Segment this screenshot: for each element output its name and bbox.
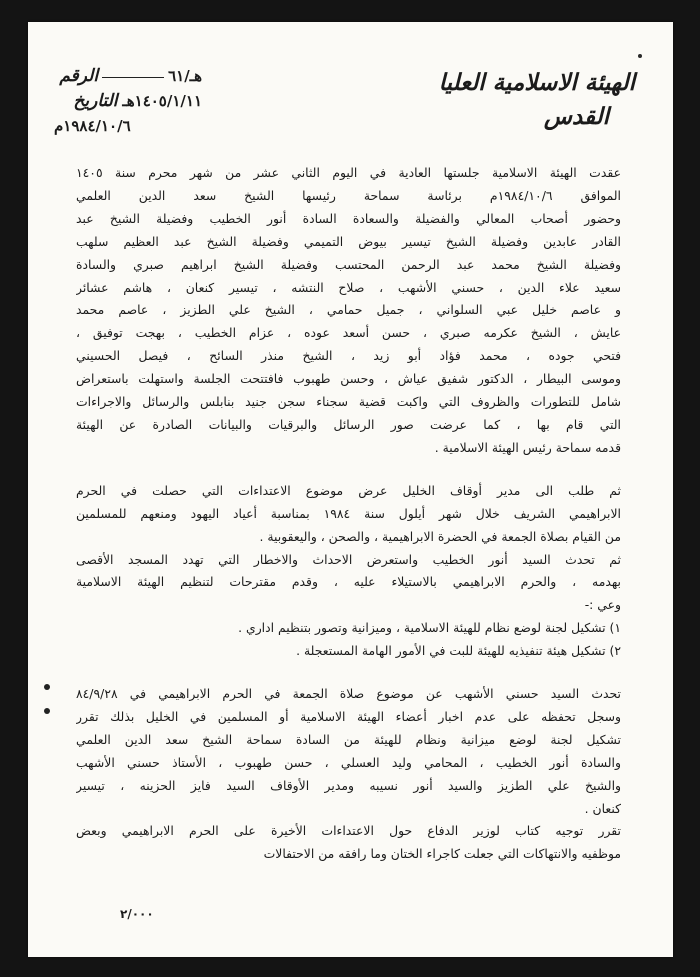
body-line: ثم طلب الى مدير أوقاف الخليل عرض موضوع الاعتداءات التي حصلت في الحرم: [76, 482, 621, 498]
body-line: قدمه سماحة رئيس الهيئة الاسلامية .: [434, 439, 621, 455]
body-line: تحدث السيد حسني الأشهب عن موضوع صلاة الجمعة في الحرم الابراهيمي في ٨٤/٩/٢٨: [76, 686, 621, 702]
letterhead-organization: [439, 66, 635, 134]
date-label: التاريخ: [73, 91, 118, 111]
date-line: [42, 89, 202, 114]
paragraph-gap: [76, 663, 621, 683]
body-line: تشكيل لجنة لوضع ميزانية ونظام للهيئة من السادة سماحة الشيخ سعد الدين العلمي: [76, 731, 621, 747]
body-line: وفضيلة الشيخ محمد عبد الرحمن المحتسب وفضيلة الشيخ ابراهيم صبري والسادة: [76, 256, 621, 272]
body-line: من القيام بصلاة الجمعة في الحضرة الابراهيمية ، والصحن ، واليعقوبية .: [259, 528, 621, 544]
reference-block: [42, 64, 202, 139]
body-line: وسجل تحفظه على عدم اخبار أعضاء الهيئة الاسلامية أو المسلمين في الخليل بذلك تقرر: [76, 708, 621, 724]
page-number: ٢/٠٠٠: [120, 907, 154, 921]
punch-mark: [638, 54, 642, 58]
list-item: ٢) تشكيل هيئة تنفيذيه للهيئة للبت في الأمور الهامة المستعجلة .: [296, 643, 621, 659]
reference-number: هـ/٦١: [168, 67, 202, 85]
body-line: التي قام بها ، كما عرضت صور الرسائل والبرقيات والبيانات الصادرة عن الهيئة: [76, 416, 621, 432]
minutes-body: [76, 162, 621, 866]
paragraph-gap: [76, 460, 621, 480]
list-bullet-mark: [44, 708, 50, 714]
body-line: و عاصم خليل عبي السلواني ، جميل حمامي ، الشيخ علي الطزيز ، عاصم محمد: [76, 302, 621, 318]
body-line: وموسى البيطار ، الدكتور شفيق عياش ، وحسن طهبوب فافتتحت الجلسة واستهلت باستعراض: [76, 371, 621, 387]
body-line: عقدت الهيئة الاسلامية جلستها العادية في اليوم الثاني عشر من شهر محرم سنة ١٤٠٥: [76, 165, 621, 180]
date-gregorian-line: [42, 114, 202, 139]
body-line: كنعان .: [584, 800, 621, 816]
body-line: سعيد علاء الدين ، حسني الأشهب ، صلاح النتشه ، تيسير كنعان ، هاشم عشائر: [76, 279, 621, 295]
body-line: تقرر توجيه كتاب لوزير الدفاع حول الاعتداءات الأخيرة على الحرم الابراهيمي وبعض: [76, 823, 621, 839]
document-page: [28, 22, 673, 957]
organization-name: الهيئة الاسلامية العليا: [438, 69, 635, 96]
date-hijri: ١٤٠٥/١/١١هـ: [122, 92, 202, 110]
body-line: ثم تحدث السيد أنور الخطيب واستعرض الاحداث والاخطار التي تهدد المسجد الأقصى: [76, 551, 621, 567]
list-bullet-mark: [44, 684, 50, 690]
body-line: الموافق ١٩٨٤/١٠/٦م برئاسة سماحة رئيسها الشيخ سعد الدين العلمي: [76, 187, 621, 203]
list-item: ١) تشكيل لجنة لوضع نظام للهيئة الاسلامية ، وميزانية وتصور بتنظيم اداري .: [238, 620, 621, 636]
reference-label: الرقم: [59, 66, 99, 86]
organization-city: القدس: [543, 103, 609, 130]
body-line: القادر عابدين وفضيلة الشيخ تيسير بيوض التميمي وفضيلة الشيخ عبد العظيم سلهب: [76, 233, 621, 249]
body-line: الابراهيمي الشريف خلال شهر أيلول سنة ١٩٨٤ بمناسبة أعياد اليهود ومنعهم للمسلمين: [76, 505, 621, 521]
body-line: شامل للتطورات والظروف التي واكبت قضية سجناء سجن جنيد بنابلس والرسائل والاجراءات: [76, 394, 621, 410]
reference-line: [42, 64, 202, 89]
body-line: وحضور أصحاب المعالي والفضيلة والسعادة السادة أنور الخطيب وفضيلة الشيخ عبد: [76, 210, 621, 226]
body-line: فتحي جوده ، محمد فؤاد أبو زيد ، الشيخ منذر السائح ، فيصل الحسيني: [76, 348, 621, 364]
body-line: بهدمه ، والحرم الابراهيمي بالاستيلاء عليه ، وقدم مقترحات لتنظيم الهيئة الاسلامية: [76, 574, 621, 590]
date-gregorian: ١٩٨٤/١٠/٦م: [54, 117, 131, 135]
body-line: موظفيه والانتهاكات التي جعلت كاجراء الختان وما رافقه من الاحتفالات: [263, 846, 621, 862]
body-line: والسادة أنور الخطيب ، المحامي وليد العسلي ، حسن طهبوب ، الأستاذ حسني الأشهب: [76, 754, 621, 770]
body-line: والشيخ علي الطزيز والسيد أنور نسيبه ومدير الأوقاف السيد فايز الحزينه ، تيسير: [76, 777, 621, 793]
body-line: وعي :-: [584, 597, 621, 613]
body-line: عايش ، الشيخ عكرمه صبري ، حسن أسعد عوده ، عزام الخطيب ، بهجت توفيق ،: [76, 325, 621, 341]
reference-underline: [102, 77, 164, 78]
